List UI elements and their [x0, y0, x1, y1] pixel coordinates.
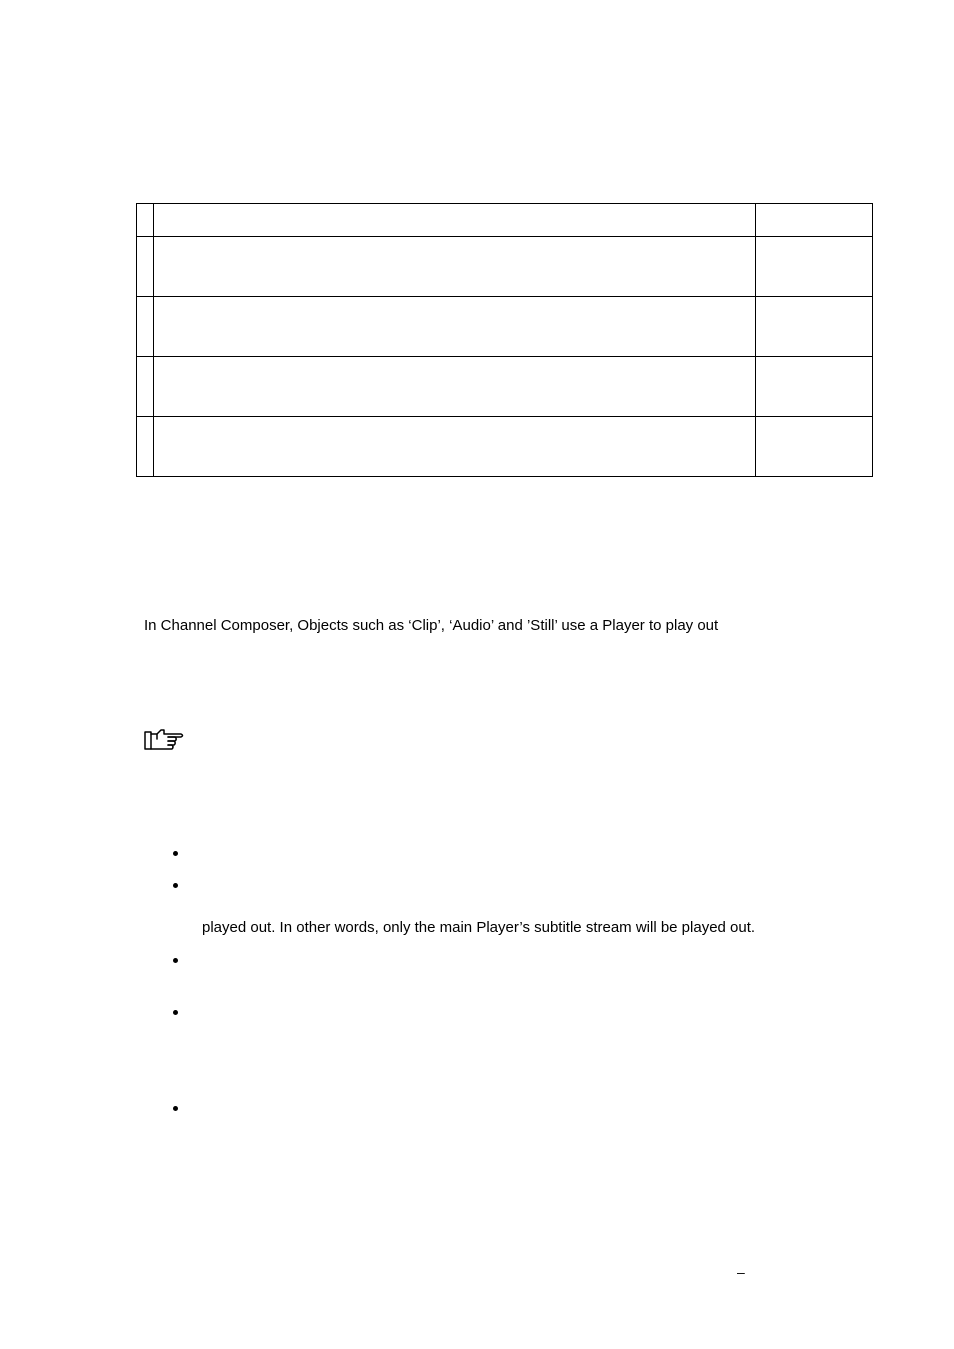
table-cell-marker	[137, 237, 154, 297]
table-cell-marker	[137, 357, 154, 417]
table-row	[137, 297, 873, 357]
intro-paragraph: In Channel Composer, Objects such as ‘Clip’, ‘Audio’ and ’Still’ use a Player to play out	[144, 617, 719, 634]
table-row	[137, 204, 873, 237]
bullet-marker	[172, 1009, 180, 1017]
table-cell-text	[154, 297, 756, 357]
bullet-marker	[172, 850, 180, 858]
bullet-marker	[172, 1105, 180, 1113]
bullet-marker	[172, 882, 180, 890]
table-cell-value	[756, 237, 873, 297]
table-cell-value	[756, 297, 873, 357]
table-cell-value	[756, 357, 873, 417]
data-table	[136, 203, 873, 477]
table-cell-value	[756, 204, 873, 237]
table-cell-marker	[137, 297, 154, 357]
table-row	[137, 237, 873, 297]
table-cell-marker	[137, 204, 154, 237]
table-cell-text	[154, 357, 756, 417]
table-cell-text	[154, 204, 756, 237]
pointing-hand-icon	[144, 727, 186, 753]
table-row	[137, 357, 873, 417]
page-number-mark: –	[737, 1264, 745, 1280]
table-cell-marker	[137, 417, 154, 477]
table-cell-text	[154, 237, 756, 297]
bullet-continuation-text: played out. In other words, only the main Player’s subtitle stream will be played out.	[202, 919, 756, 936]
table-cell-text	[154, 417, 756, 477]
table-row	[137, 417, 873, 477]
bullet-marker	[172, 957, 180, 965]
table-cell-value	[756, 417, 873, 477]
